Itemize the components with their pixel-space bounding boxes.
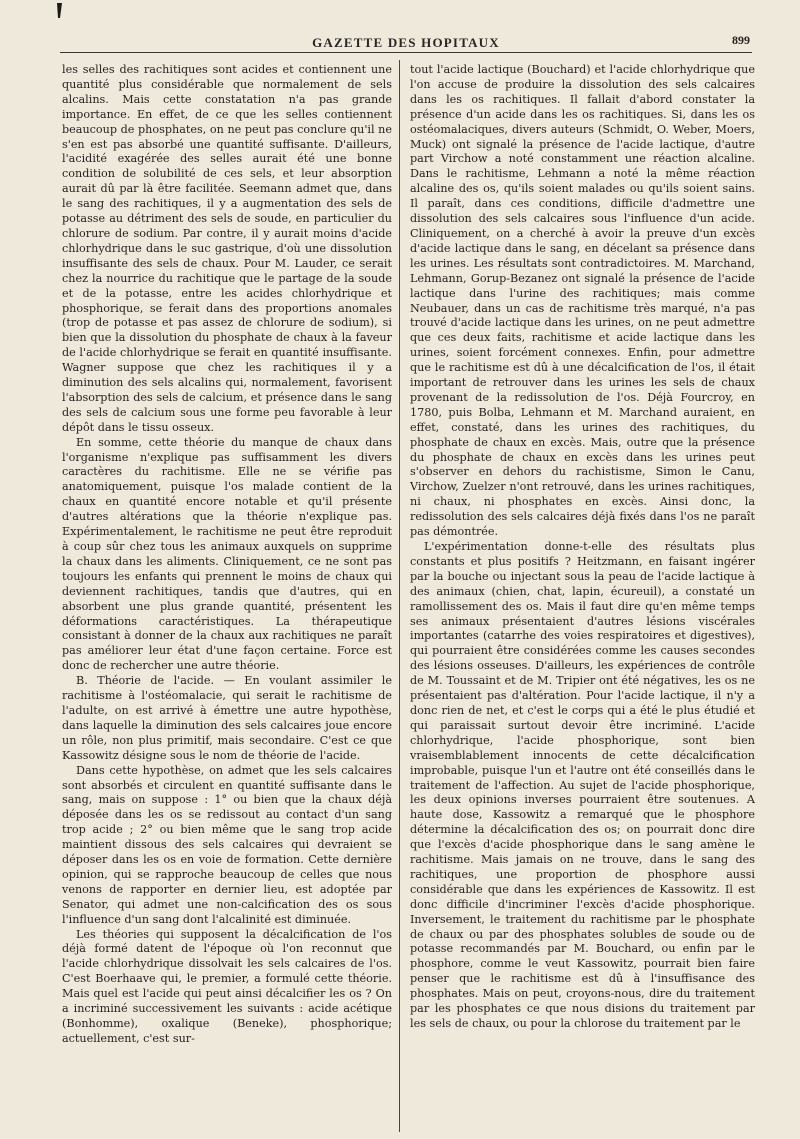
paragraph: tout l'acide lactique (Bouchard) et l'acide chlorhydrique que l'on accuse de produire la dissolution des sels calcaires dans les os rachitiques. Il fallait d'abord constater la présence d'un acide dans les os rachitiques. Si, dans les os ostéomalaciques, divers auteurs (Schmidt, O. Weber, Moers, Muck) ont signalé la présence de l'acide lactique, d'autre part Virchow a noté constamment une réaction alcaline. Dans le rachitisme, Lehmann a noté la même réaction alcaline des os, qu'ils soient malades ou qu'ils soient sains. Il paraît, dans ces conditions, difficile d'admettre une dissolution des sels calcaires sous l'influence d'un acide. Cliniquement, on a cherché à avoir la preuve d'un excès d'acide lactique dans le sang, en décelant sa présence dans les urines. Les résultats sont contradictoires. M. Marchand, Lehmann, Gorup-Bezanez ont signalé la présence de l'acide lactique dans l'urine des rachitiques; mais comme Neubauer, dans un cas de rachitisme très marqué, n'a pas trouvé d'acide lactique dans les urines, on ne peut admettre que ces deux faits, rachitisme et acide lactique dans les urines, soient forcément connexes. Enfin, pour admettre que le rachitisme est dû à une décalcification de l'os, il était important de retrouver dans les urines les sels de chaux provenant de la redissolution de l'os. Déjà Fourcroy, en 1780, puis Bolba, Lehmann et M. Marchand auraient, en effet, constaté, dans les urines des rachitiques, du phosphate de chaux en excès. Mais, outre que la présence du phosphate de chaux en excès dans les urines peut s'observer en dehors du rachistisme, Simon le Canu, Virchow, Zuelzer n'ont retrouvé, dans les urines rachitiques, ni chaux, ni phosphates en excès. Ainsi donc, la redissolution des sels calcaires déjà fixés dans l'os ne paraît pas démontrée. bbox=[410, 63, 755, 539]
right-column bbox=[410, 63, 755, 1032]
journal-title: GAZETTE DES HOPITAUX bbox=[312, 35, 500, 50]
paragraph: les selles des rachitiques sont acides et contiennent une quantité plus considérable que normalement de sels alcalins. Mais cette constatation n'a pas grande importance. En effet, de ce que les selles contiennent beaucoup de phosphates, on ne peut pas conclure qu'il ne s'en est pas absorbé une quantité suffisante. D'ailleurs, l'acidité exagérée des selles aurait été une bonne condition de solubilité de ces sels, et leur absorption aurait dû par là être facilitée. Seemann admet que, dans le sang des rachitiques, il y a augmentation des sels de potasse au détriment des sels de soude, en particulier du chlorure de sodium. Par contre, il y aurait moins d'acide chlorhydrique dans le suc gastrique, d'où une dissolution insuffisante des sels de chaux. Pour M. Lauder, ce serait chez la nourrice du rachitique que le partage de la soude et de la potasse, entre les acides chlorhydrique et phosphorique, se ferait dans des proportions anomales (trop de potasse et pas assez de chlorure de sodium), si bien que la dissolution du phosphate de chaux à la faveur de l'acide chlorhydrique se ferait en quantité insuffisante. Wagner suppose que chez les rachitiques il y a diminution des sels alcalins qui, normalement, favorisent l'absorption des sels de calcium, et présence dans le sang des sels de calcium sous une forme peu favorable à leur dépôt dans le tissu osseux. bbox=[62, 63, 392, 434]
paragraph: L'expérimentation donne-t-elle des résultats plus constants et plus positifs ? Heitzmann, en faisant ingérer par la bouche ou injectant sous la peau de l'acide lactique à des animaux (chien, chat, lapin, écureuil), a constaté un ramollissement des os. Mais il faut dire qu'en même temps ses animaux présentaient d'autres lésions viscérales importantes (catarrhe des voies respiratoires et digestives), qui pourraient être considérées comme les causes secondes des lésions osseuses. D'ailleurs, les expériences de contrôle de M. Toussaint et de M. Tripier ont été négatives, les os ne présentaient pas d'altération. Pour l'acide lactique, il n'y a donc rien de net, et c'est le corps qui a été le plus étudié et qui paraissait surtout devoir être incriminé. L'acide chlorhydrique, l'acide phosphorique, sont bien vraisemblablement innocents de cette décalcification improbable, puisque l'un et l'autre ont été conseillés dans le traitement de l'affection. Au sujet de l'acide phosphorique, les deux opinions inverses pourraient être soutenues. A haute dose, Kassowitz a remarqué que le phosphore détermine la décalcification des os; on pourrait donc dire que l'excès d'acide phosphorique dans le sang amène le rachitisme. Mais jamais on ne trouve, dans le sang des rachitiques, une proportion de phosphore aussi considérable que dans les expériences de Kassowitz. Il est donc difficile d'incriminer l'excès d'acide phosphorique. Inversement, le traitement du rachitisme par le phosphate de chaux ou par des phosphates solubles de soude ou de potasse recommandés par M. Bouchard, ou enfin par le phosphore, comme le veut Kassowitz, pourrait bien faire penser que le rachitisme est dû à l'insuffisance des phosphates. Mais on peut, croyons-nous, dire du traitement par les phosphates ce que nous disions du traitement par les sels de chaux, ou pour la chlorose du traitement par le bbox=[410, 540, 755, 1030]
paragraph: En somme, cette théorie du manque de chaux dans l'organisme n'explique pas suffisamment les divers caractères du rachitisme. Elle ne se vérifie pas anatomiquement, puisque l'os malade contient de la chaux en quantité encore notable et qu'il présente d'autres altérations que la théorie n'explique pas. Expérimentalement, le rachitisme ne peut être reproduit à coup sûr chez tous les animaux auxquels on supprime la chaux dans les aliments. Cliniquement, ce ne sont pas toujours les enfants qui prennent le moins de chaux qui deviennent rachitiques, tandis que d'autres, qui en absorbent une plus grande quantité, présentent les déformations caractéristiques. La thérapeutique consistant à donner de la chaux aux rachitiques ne paraît pas améliorer leur état d'une façon certaine. Force est donc de rechercher une autre théorie. bbox=[62, 435, 392, 673]
paragraph: Les théories qui supposent la décalcification de l'os déjà formé datent de l'époque où l'on reconnut que l'acide chlorhydrique dissolvait les sels calcaires de l'os. C'est Boerhaave qui, le premier, a formulé cette théorie. Mais quel est l'acide qui peut ainsi décalcifier les os ? On a incriminé successivement les suivants : acide acétique (Bonhomme), oxalique (Beneke), phosphorique; actuellement, c'est sur- bbox=[62, 927, 392, 1045]
header-rule bbox=[60, 52, 752, 53]
paragraph: B. Théorie de l'acide. — En voulant assimiler le rachitisme à l'ostéomalacie, qui serait le rachitisme de l'adulte, on est arrivé à émettre une autre hypothèse, dans laquelle la diminution des sels calcaires joue encore un rôle, non plus primitif, mais secondaire. C'est ce que Kassowitz désigne sous le nom de théorie de l'acide. bbox=[62, 674, 392, 762]
column-divider bbox=[399, 60, 400, 1132]
page-number: 899 bbox=[732, 33, 750, 47]
page-header bbox=[60, 32, 752, 52]
ink-mark bbox=[54, 2, 64, 22]
paragraph: Dans cette hypothèse, on admet que les sels calcaires sont absorbés et circulent en quantité suffisante dans le sang, mais on suppose : 1° ou bien que la chaux déjà déposée dans les os se redissout au contact d'un sang trop acide ; 2° ou bien même que le sang trop acide maintient dissous des sels calcaires qui devraient se déposer dans les os en voie de formation. Cette dernière opinion, qui se rapproche beaucoup de celles que nous venons de rapporter en dernier lieu, est adoptée par Senator, qui admet une non-calcification des os sous l'influence d'un sang dont l'alcalinité est diminuée. bbox=[62, 763, 392, 926]
left-column bbox=[62, 63, 392, 1047]
